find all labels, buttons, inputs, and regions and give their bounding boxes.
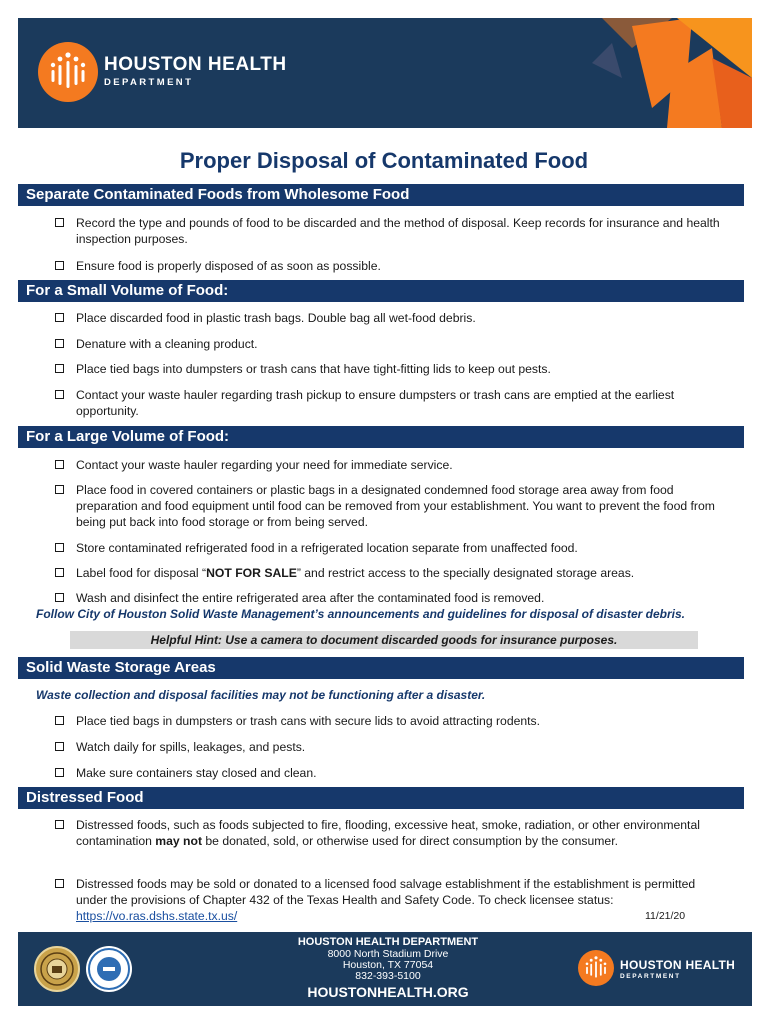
licensee-status-link[interactable]: https://vo.ras.dshs.state.tx.us/ xyxy=(76,909,238,923)
section-heading-separate: Separate Contaminated Foods from Wholesome Food xyxy=(18,184,744,206)
list-item: Distressed foods may be sold or donated to a licensed food salvage establishment if the establishment is permitted under the provisions of Chapter 432 of the Texas Health and Safety Code. To check licensee status: https://vo.ras.dshs.state.tx.us/ xyxy=(55,876,725,924)
list-item: Contact your waste hauler regarding trash pickup to ensure dumpsters or trash cans are emptied at the earliest opportunity. xyxy=(55,387,725,419)
checkbox-icon xyxy=(55,460,64,469)
city-seal-icon xyxy=(34,946,80,992)
checkbox-icon xyxy=(55,485,64,494)
logo-text xyxy=(104,54,287,90)
list-item: Contact your waste hauler regarding your need for immediate service. xyxy=(55,457,725,473)
may-not-emphasis: may not xyxy=(155,834,203,848)
checkbox-icon xyxy=(55,768,64,777)
checkbox-icon xyxy=(55,218,64,227)
checkbox-icon xyxy=(55,313,64,322)
footer-address-line1: 8000 North Stadium Drive xyxy=(327,948,449,960)
checkbox-icon xyxy=(55,593,64,602)
list-item: Denature with a cleaning product. xyxy=(55,336,725,352)
section-heading-distressed-food: Distressed Food xyxy=(18,787,744,809)
list-item: Watch daily for spills, leakages, and pests. xyxy=(55,739,725,755)
section-heading-storage-areas: Solid Waste Storage Areas xyxy=(18,657,744,679)
helpful-hint: Helpful Hint: Use a camera to document discarded goods for insurance purposes. xyxy=(70,631,698,649)
checkbox-icon xyxy=(55,261,64,270)
footer-banner xyxy=(18,932,752,1006)
header-banner xyxy=(18,18,752,128)
checkbox-icon xyxy=(55,716,64,725)
list-item: Place tied bags in dumpsters or trash cans with secure lids to avoid attracting rodents. xyxy=(55,713,725,729)
checkbox-icon xyxy=(55,820,64,829)
checkbox-icon xyxy=(55,879,64,888)
list-item: Store contaminated refrigerated food in a refrigerated location separate from unaffected food. xyxy=(55,540,725,556)
checkbox-icon xyxy=(55,568,64,577)
list-item: Make sure containers stay closed and clean. xyxy=(55,765,725,781)
list-item: Place discarded food in plastic trash bags. Double bag all wet-food debris. xyxy=(55,310,725,326)
logo-line1: HOUSTON HEALTH xyxy=(104,54,287,75)
footer-org-name: HOUSTON HEALTH DEPARTMENT xyxy=(297,936,479,948)
footer-phone: 832-393-5100 xyxy=(355,970,421,982)
footer-logo-icon xyxy=(578,950,614,986)
checkbox-icon xyxy=(55,742,64,751)
footer-address-line2: Houston, TX 77054 xyxy=(342,959,434,971)
section-heading-small-volume: For a Small Volume of Food: xyxy=(18,280,744,302)
list-item: Label food for disposal “NOT FOR SALE” and restrict access to the specially designated storage areas. xyxy=(55,565,725,581)
revision-date: 11/21/20 xyxy=(645,910,686,922)
checkbox-icon xyxy=(55,390,64,399)
logo-line2: DEPARTMENT xyxy=(104,77,194,88)
list-item: Ensure food is properly disposed of as soon as possible. xyxy=(55,258,725,274)
decorative-triangles-graphic xyxy=(572,18,752,128)
list-item: Place tied bags into dumpsters or trash cans that have tight-fitting lids to keep out pests. xyxy=(55,361,725,377)
checkbox-icon xyxy=(55,543,64,552)
houston-health-logo-icon xyxy=(38,42,98,102)
list-item: Distressed foods, such as foods subjected to fire, flooding, excessive heat, smoke, radiation, or other environmental contamination may not be donated, sold, or otherwise used for direct consumption by the consumer. xyxy=(55,817,725,849)
not-for-sale-emphasis: NOT FOR SALE xyxy=(206,566,297,580)
waste-collection-note: Waste collection and disposal facilities may not be functioning after a disaster. xyxy=(36,688,486,702)
footer-website[interactable]: HOUSTONHEALTH.ORG xyxy=(307,984,469,1000)
disaster-debris-note: Follow City of Houston Solid Waste Management’s announcements and guidelines for disposal of disaster debris. xyxy=(36,607,685,621)
footer-logo-text: HOUSTON HEALTH DEPARTMENT xyxy=(620,958,736,980)
phab-accreditation-seal-icon xyxy=(86,946,132,992)
list-item: Record the type and pounds of food to be discarded and the method of disposal. Keep records for insurance and health inspection purposes. xyxy=(55,215,725,247)
list-item: Wash and disinfect the entire refrigerated area after the contaminated food is removed. xyxy=(55,590,725,606)
list-item: Place food in covered containers or plastic bags in a designated condemned food storage area away from food preparation and food equipment until food can be removed from your establishment. You want to prevent the food from being put back into food storage or from being served. xyxy=(55,482,725,530)
page-title: Proper Disposal of Contaminated Food xyxy=(179,148,589,173)
checkbox-icon xyxy=(55,364,64,373)
footer-contact xyxy=(258,936,518,1001)
section-heading-large-volume: For a Large Volume of Food: xyxy=(18,426,744,448)
checkbox-icon xyxy=(55,339,64,348)
